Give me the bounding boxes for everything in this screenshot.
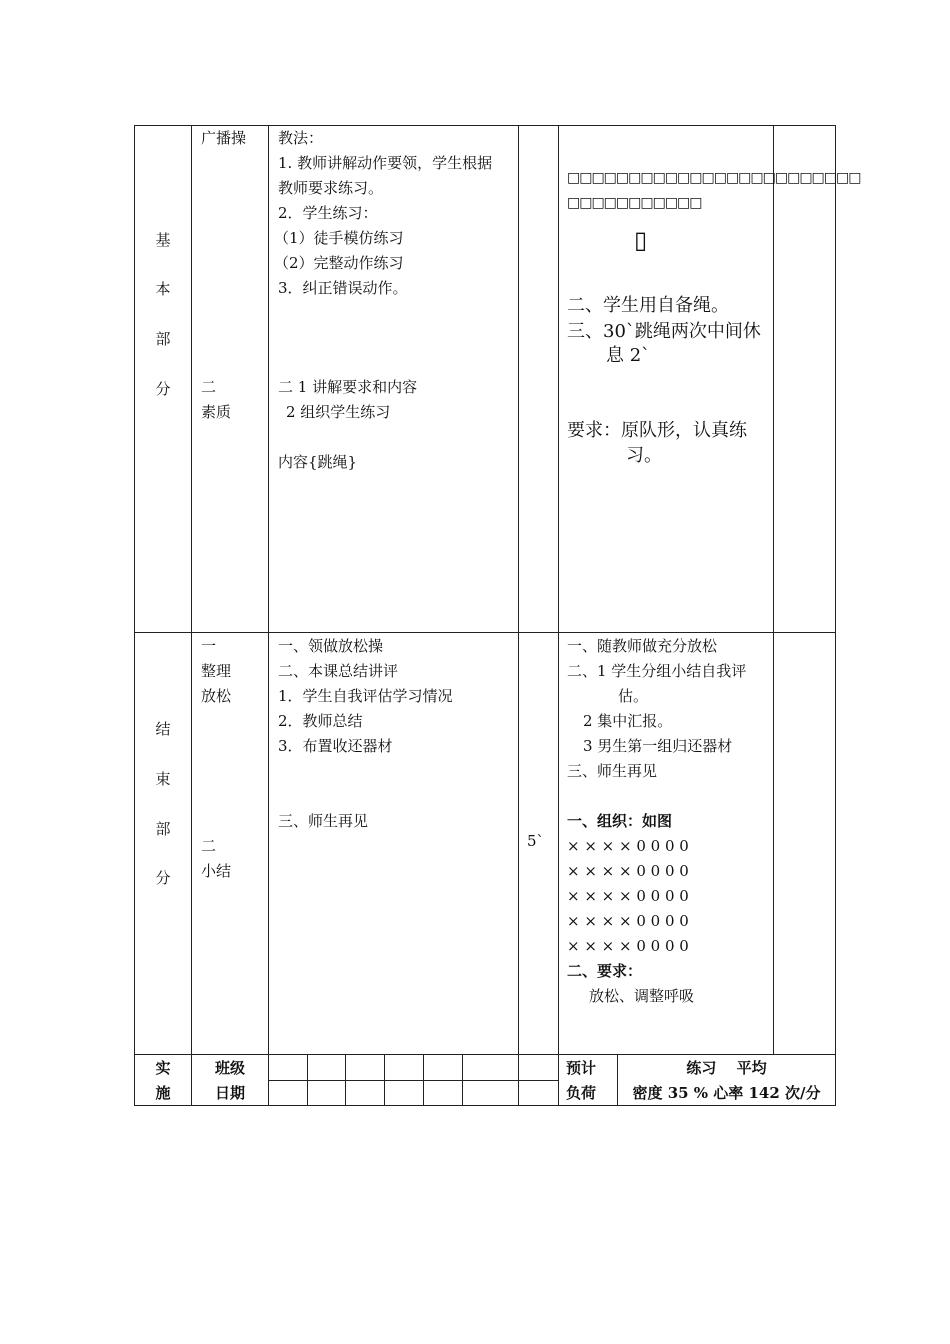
section-label-char: 部 (155, 820, 171, 838)
method-line: 1．学生自我评估学习情况 (278, 687, 453, 705)
formation-row: × × × × 0 0 0 0 (567, 887, 689, 905)
item-number: 一 (201, 637, 217, 655)
method-line: 2．学生练习： (278, 204, 378, 222)
organization-line: 2 集中汇报。 (583, 712, 673, 730)
method2-line: 二 1 讲解要求和内容 (278, 378, 418, 396)
organization-line: 3 男生第一组归还器材 (583, 737, 733, 755)
method2-line: 2 组织学生练习 (286, 403, 391, 421)
item-fitness: 素质 (201, 403, 232, 421)
item-broadcast-exercise: 广播操 (201, 129, 247, 147)
item-cooldown: 整理 (201, 662, 232, 680)
formation-row: × × × × 0 0 0 0 (567, 912, 689, 930)
organization-line: 三、30`跳绳两次中间休 (567, 321, 761, 342)
organization-line: 三、师生再见 (567, 762, 658, 780)
formation-row: × × × × 0 0 0 0 (567, 937, 689, 955)
method-line: 2．教师总结 (278, 712, 363, 730)
date-label: 日期 (214, 1084, 245, 1102)
method-line: 3．纠正错误动作。 (278, 279, 408, 297)
method-line: 一、领做放松操 (278, 637, 384, 655)
item-summary: 小结 (201, 862, 232, 880)
method2-line: 内容{跳绳} (278, 453, 358, 471)
section-label-char: 结 (155, 720, 171, 738)
organization-line: 一、随教师做充分放松 (567, 637, 718, 655)
organization-line: 息 2` (606, 345, 651, 366)
time-value: 5` (527, 832, 545, 850)
practice-average-label: 练习 平均 (686, 1059, 767, 1077)
formation-row: × × × × 0 0 0 0 (567, 862, 689, 880)
expected-load-label: 预计 (566, 1059, 597, 1077)
organization-placeholder: □□□□□□□□□□□ (567, 195, 702, 211)
item-number: 二 (201, 378, 217, 396)
section-label-char: 束 (155, 770, 171, 788)
method-line: 3．布置收还器材 (278, 737, 393, 755)
method-line: 教师要求练习。 (278, 179, 384, 197)
method-line: 1. 教师讲解动作要领，学生根据 (278, 154, 493, 172)
section-label-char: 基 (155, 231, 171, 249)
item-number: 二 (201, 837, 217, 855)
method-line: （1）徒手模仿练习 (274, 229, 404, 247)
formation-image-placeholder: ▯ (634, 226, 648, 254)
section-label-char: 分 (155, 380, 171, 398)
item-cooldown: 放松 (201, 687, 232, 705)
section-label-char: 部 (155, 330, 171, 348)
organization-line: 二、1 学生分组小结自我评 (567, 662, 747, 680)
implementation-label: 实 (155, 1059, 171, 1077)
method-line: 教法： (278, 129, 324, 147)
organization-line: 估。 (618, 687, 649, 705)
organization-placeholder: □□□□□□□□□□□□□□□□□□□□□□□□ (567, 170, 861, 186)
method-line: （2）完整动作练习 (274, 254, 404, 272)
requirement-text: 放松、调整呼吸 (589, 987, 695, 1005)
formation-row: × × × × 0 0 0 0 (567, 837, 689, 855)
organization-requirement: 习。 (626, 445, 662, 466)
density-heart-rate: 密度 35 % 心率 142 次/分 (632, 1084, 821, 1102)
expected-load-label: 负荷 (566, 1084, 597, 1102)
formation-title: 一、组织：如图 (567, 812, 673, 830)
organization-requirement: 要求：原队形，认真练 (567, 420, 747, 441)
section-label-char: 分 (155, 869, 171, 887)
class-label: 班级 (214, 1059, 245, 1077)
organization-line: 二、学生用自备绳。 (567, 295, 729, 316)
requirement-title: 二、要求： (567, 962, 643, 980)
section-label-char: 本 (155, 280, 171, 298)
implementation-label: 施 (155, 1084, 171, 1102)
method-line: 三、师生再见 (278, 812, 369, 830)
method-line: 二、本课总结讲评 (278, 662, 399, 680)
